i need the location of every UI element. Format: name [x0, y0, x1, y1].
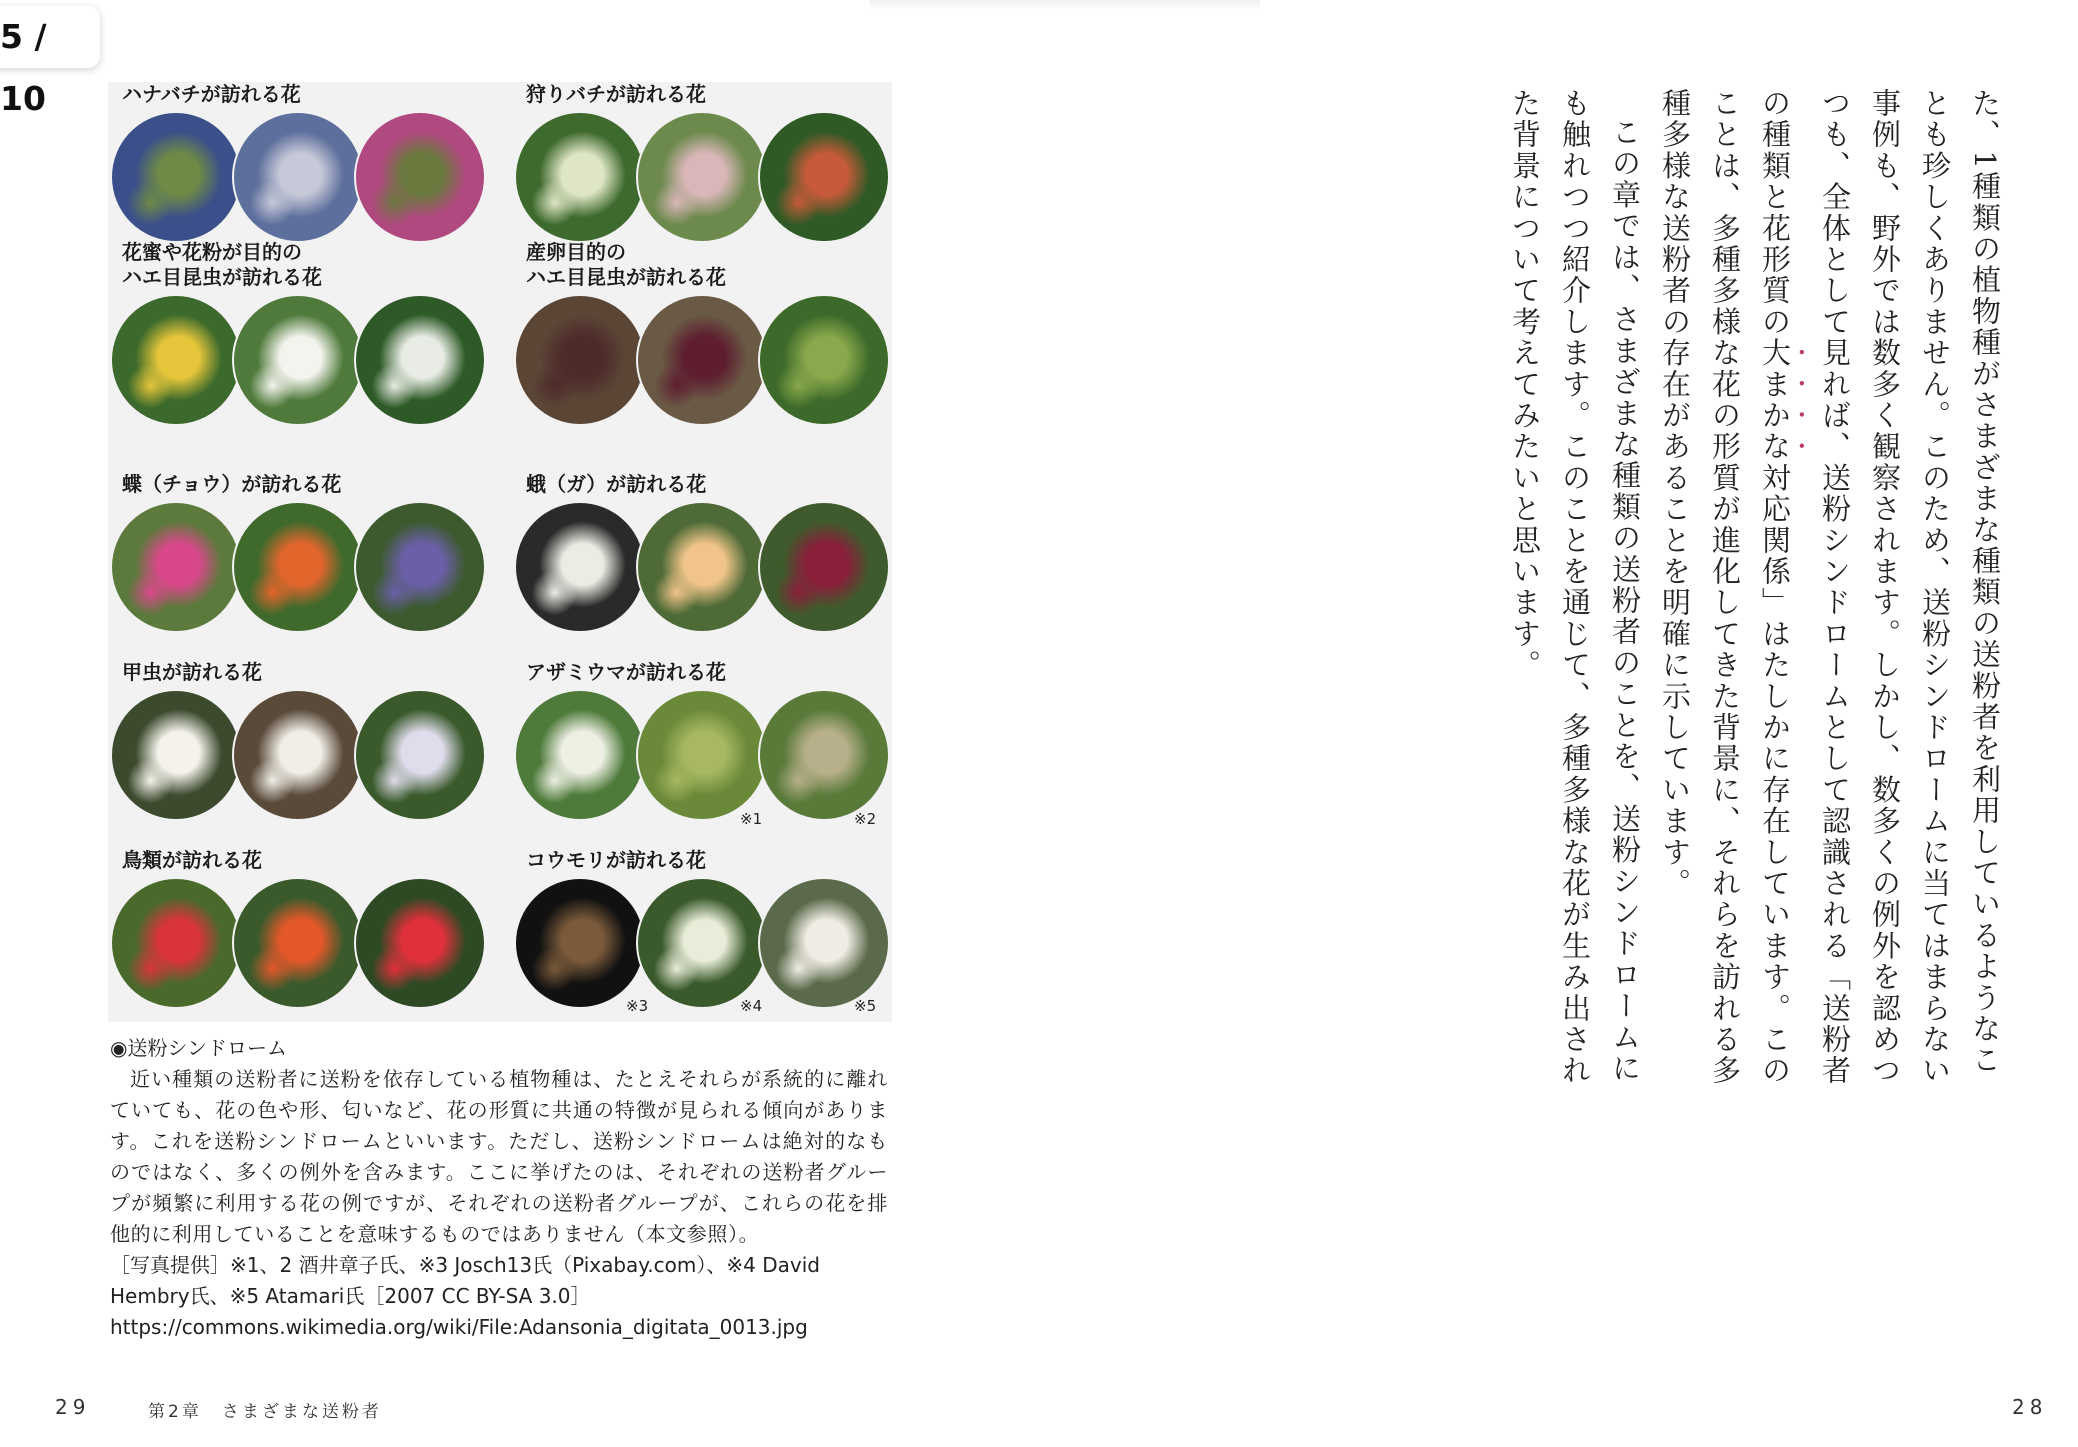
flower-photo-row [512, 877, 892, 1009]
pollinator-group [108, 472, 488, 633]
caption-body: 近い種類の送粉者に送粉を依存している植物種は、たとえそれらが系統的に離れていても、花の色や形、匂いなど、花の形質に共通の特徴が見られる傾向があります。これを送粉シンドロームといいます。ただし、送粉シンドロームは絶対的なものではなく、多くの例外を含みます。ここに挙げたのは、それぞれの送粉者グループが頻繁に利用する花の例ですが、それぞれの送粉者グループが、これらの花を排他的に利用していることを意味するものではありません（本文参照）。 [110, 1067, 888, 1246]
flower-photo-row [512, 689, 892, 821]
pollinator-group [512, 82, 892, 243]
flower-photo-row [108, 877, 488, 1009]
flower-photo [354, 294, 486, 426]
flower-photo [758, 877, 890, 1009]
group-label: 花蜜や花粉が目的の ハエ目昆虫が訪れる花 [122, 240, 322, 289]
flower-photo [636, 111, 768, 243]
paragraph-1 [1650, 88, 2010, 1098]
flower-photo [232, 111, 364, 243]
flower-photo [514, 689, 646, 821]
pollinator-group [512, 240, 892, 426]
group-label: アザミウマが訪れる花 [526, 660, 726, 684]
page-edge-shadow [870, 0, 1260, 10]
flower-photo [514, 111, 646, 243]
group-label: 鳥類が訪れる花 [122, 848, 262, 872]
flower-photo [232, 294, 364, 426]
paragraph-1-part-a: た、1種類の植物種がさまざまな種類の送粉者を利用しているようなことも珍しくありません。このため、送粉シンドロームに当てはまらない事例も、野外では数多く観察されます。しかし、数多くの例外を認めつつも、全体として見れば、送粉シンドロームとして認識される「送粉者の種類と花形質の [1758, 88, 2002, 1087]
flower-photo-row [512, 111, 892, 243]
flower-photo [232, 689, 364, 821]
flower-photo [514, 294, 646, 426]
left-page-number: 29 [55, 1395, 91, 1419]
flower-photo [232, 877, 364, 1009]
group-label: 蛾（ガ）が訪れる花 [526, 472, 707, 496]
flower-photo [232, 501, 364, 633]
group-label: 蝶（チョウ）が訪れる花 [122, 472, 342, 496]
main-vertical-text [1508, 88, 2010, 1098]
flower-photo [354, 877, 486, 1009]
flower-photo [758, 294, 890, 426]
flower-photo-row [108, 689, 488, 821]
emphasized-phrase: 大まかな [1758, 337, 1792, 463]
group-label: 産卵目的の ハエ目昆虫が訪れる花 [526, 240, 726, 289]
figure-caption [110, 1033, 888, 1343]
flower-photo [636, 501, 768, 633]
pollinator-group [108, 240, 488, 426]
photo-note-4: ※4 [740, 997, 763, 1015]
paragraph-2: この章では、さまざまな種類の送粉者のことを、送粉シンドロームにも触れつつ紹介します。このことを通じて、多種多様な花が生み出された背景について考えてみたいと思います。 [1508, 88, 1642, 1087]
pollination-syndrome-figure [108, 82, 892, 1022]
photo-note-1: ※1 [740, 810, 763, 828]
pollinator-group [512, 472, 892, 633]
pollinator-group [108, 848, 488, 1009]
group-label: 狩りバチが訪れる花 [526, 82, 706, 106]
flower-photo [110, 294, 242, 426]
flower-photo [110, 111, 242, 243]
flower-photo-row [108, 501, 488, 633]
paragraph-1-part-b: 対応関係」はたしかに存在しています。このことは、多種多様な花の形質が進化してきた背景に、それらを訪れる多種多様な送粉者の存在があることを明確に示しています。 [1658, 88, 1792, 1087]
photo-credit: ［写真提供］※1、2 酒井章子氏、※3 Josch13氏（Pixabay.com）、※4 David Hembry氏、※5 Atamari氏［2007 CC BY-SA 3.0］ [110, 1253, 820, 1308]
flower-photo [758, 501, 890, 633]
right-page-number: 28 [2012, 1395, 2048, 1419]
page-counter: 5 / 10 [0, 6, 100, 68]
flower-photo [514, 501, 646, 633]
caption-title: ◉送粉シンドローム [110, 1036, 287, 1060]
flower-photo [758, 111, 890, 243]
flower-photo-row [512, 294, 892, 426]
flower-photo [636, 877, 768, 1009]
group-label: コウモリが訪れる花 [526, 848, 706, 872]
pollinator-group [108, 82, 488, 243]
running-chapter-title: 第2章 さまざまな送粉者 [148, 1402, 382, 1422]
photo-note-2: ※2 [854, 810, 877, 828]
flower-photo [110, 501, 242, 633]
flower-photo [636, 689, 768, 821]
flower-photo-row [108, 111, 488, 243]
flower-photo [636, 294, 768, 426]
flower-photo [354, 111, 486, 243]
flower-photo [354, 501, 486, 633]
flower-photo [354, 689, 486, 821]
pollinator-group [108, 660, 488, 821]
photo-note-3: ※3 [626, 997, 649, 1015]
flower-photo [110, 689, 242, 821]
group-label: 甲虫が訪れる花 [122, 660, 262, 684]
group-label: ハナバチが訪れる花 [122, 82, 301, 106]
flower-photo-row [108, 294, 488, 426]
pollinator-group [512, 660, 892, 821]
photo-note-5: ※5 [854, 997, 877, 1015]
flower-photo-row [512, 501, 892, 633]
flower-photo [110, 877, 242, 1009]
credit-url: https://commons.wikimedia.org/wiki/File:Adansonia_digitata_0013.jpg [110, 1315, 808, 1339]
flower-photo [758, 689, 890, 821]
pollinator-group [512, 848, 892, 1009]
flower-photo [514, 877, 646, 1009]
